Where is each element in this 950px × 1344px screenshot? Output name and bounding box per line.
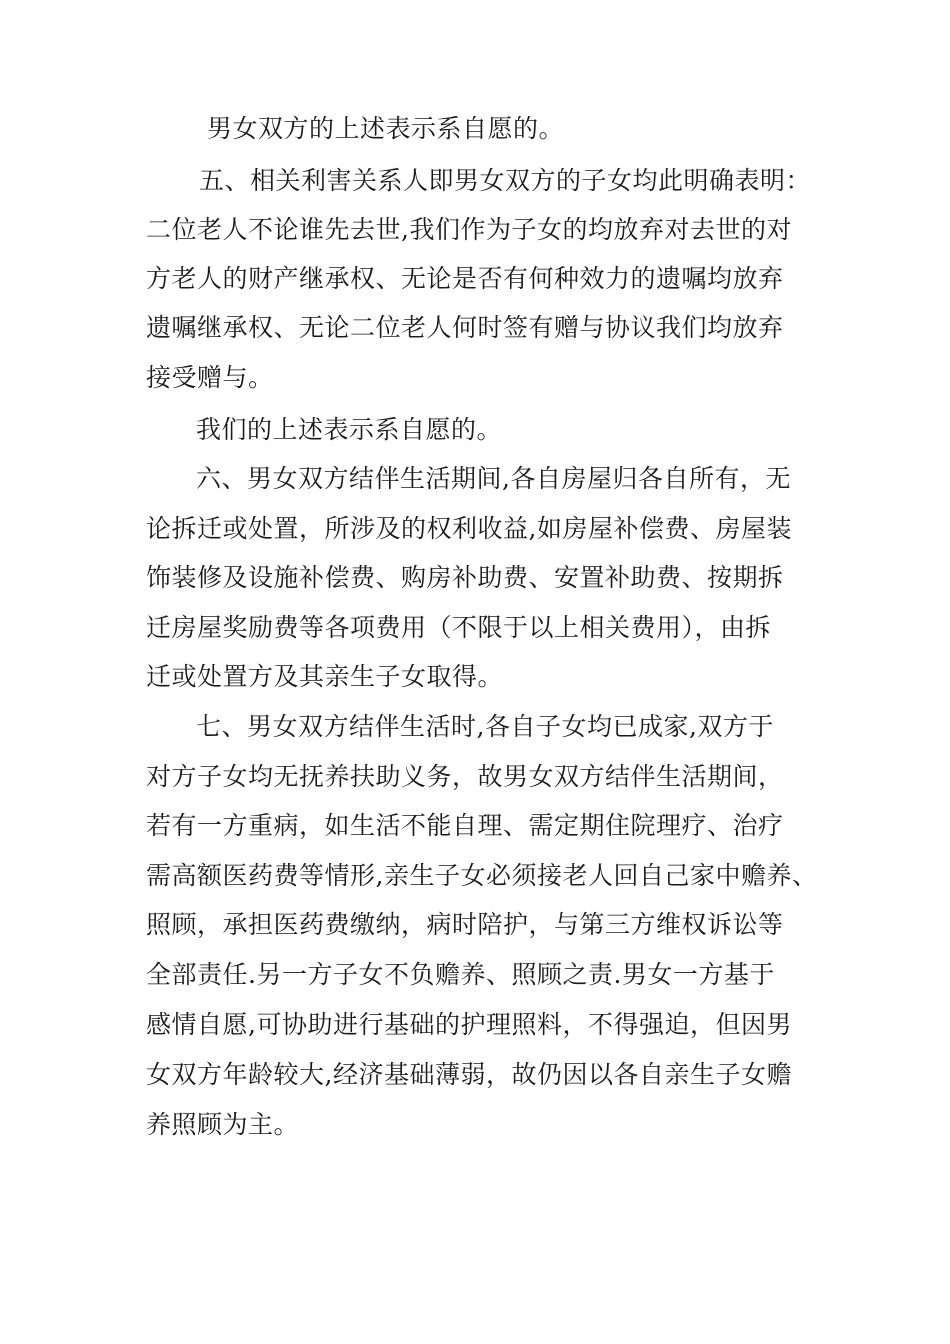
paragraph-line-8: 六、男女双方结伴生活期间,各自房屋归各自所有，无 [196, 464, 791, 493]
paragraph-line-17: 照顾，承担医药费缴纳，病时陪护，与第三方维权诉讼等 [146, 910, 784, 939]
paragraph-line-15: 若有一方重病，如生活不能自理、需定期住院理疗、治疗 [146, 811, 784, 840]
paragraph-line-2: 五、相关利害关系人即男女双方的子女均此明确表明： [199, 166, 812, 195]
paragraph-line-10: 饰装修及设施补偿费、购房补助费、安置补助费、按期拆 [146, 563, 784, 592]
paragraph-line-20: 女双方年龄较大,经济基础薄弱，故仍因以各自亲生子女赡 [146, 1060, 792, 1089]
paragraph-line-21: 养照顾为主。 [146, 1110, 300, 1139]
paragraph-line-19: 感情自愿,可协助进行基础的护理照料，不得强迫，但因男 [146, 1010, 792, 1039]
paragraph-line-9: 论拆迁或处置，所涉及的权利收益,如房屋补偿费、房屋装 [146, 514, 792, 543]
paragraph-line-1: 男女双方的上述表示系自愿的。 [207, 114, 565, 143]
paragraph-line-16: 需高额医药费等情形,亲生子女必须接老人回自己家中赡养、 [146, 861, 818, 890]
paragraph-line-12: 迁或处置方及其亲生子女取得。 [146, 662, 504, 691]
paragraph-line-13: 七、男女双方结伴生活时,各自子女均已成家,双方于 [196, 712, 774, 741]
paragraph-line-3: 二位老人不论谁先去世,我们作为子女的均放弃对去世的对 [146, 215, 792, 244]
paragraph-line-6: 接受赠与。 [146, 363, 274, 392]
paragraph-line-5: 遗嘱继承权、无论二位老人何时签有赠与协议我们均放弃 [146, 313, 784, 342]
paragraph-line-14: 对方子女均无抚养扶助义务，故男女双方结伴生活期间， [146, 762, 784, 791]
paragraph-line-11: 迁房屋奖励费等各项费用（不限于以上相关费用），由拆 [146, 613, 772, 642]
paragraph-line-7: 我们的上述表示系自愿的。 [196, 415, 503, 444]
paragraph-line-18: 全部责任.另一方子女不负赡养、照顾之责.男女一方基于 [146, 960, 775, 989]
paragraph-line-4: 方老人的财产继承权、无论是否有何种效力的遗嘱均放弃 [146, 264, 784, 293]
